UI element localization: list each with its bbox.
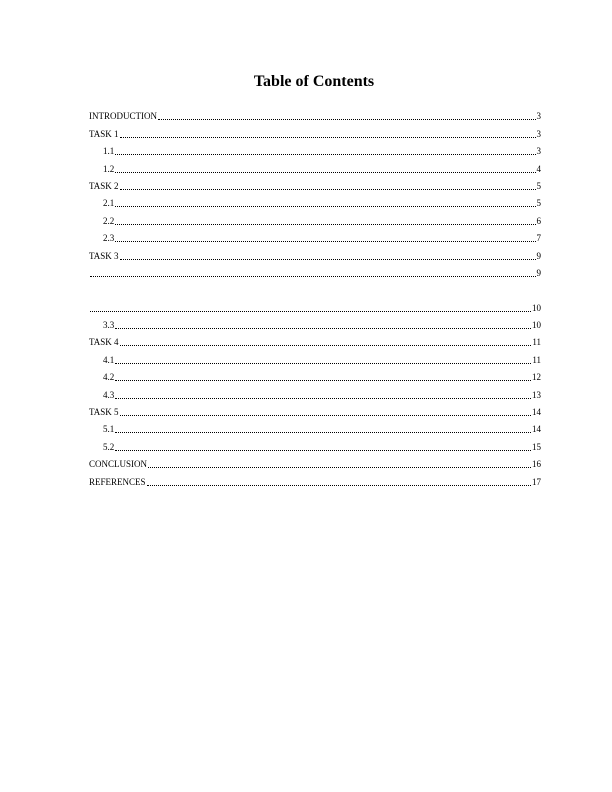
- toc-entry-label: 2.1: [103, 198, 115, 209]
- toc-entry-label: 3.3: [103, 320, 115, 331]
- toc-page-number: 12: [532, 372, 541, 383]
- toc-entry-2-3[interactable]: [89, 227, 541, 244]
- toc-page-number: 5: [536, 180, 541, 191]
- toc-page-number: 11: [532, 354, 541, 365]
- toc-entry-label: 4.1: [103, 354, 115, 365]
- toc-page-number: 14: [532, 424, 541, 435]
- toc-entry-1-1[interactable]: [89, 140, 541, 157]
- table-of-contents: [89, 105, 541, 488]
- toc-page-number: 4: [536, 163, 541, 174]
- toc-dot-leader: [120, 345, 532, 346]
- toc-entry-references[interactable]: [89, 470, 541, 487]
- toc-dot-leader: [90, 276, 536, 277]
- toc-dot-leader: [115, 154, 535, 155]
- toc-dot-leader: [115, 206, 535, 207]
- toc-entry-introduction[interactable]: [89, 105, 541, 122]
- toc-page-number: 14: [532, 407, 541, 418]
- toc-dot-leader: [120, 189, 536, 190]
- toc-page-number: 3: [536, 111, 541, 122]
- toc-entry-5-2[interactable]: [89, 435, 541, 452]
- toc-dot-leader: [120, 259, 536, 260]
- toc-page-number: 5: [536, 198, 541, 209]
- toc-entry-task-1[interactable]: [89, 122, 541, 139]
- toc-page-number: 6: [536, 215, 541, 226]
- toc-entry-2-1[interactable]: [89, 192, 541, 209]
- toc-page-number: 9: [536, 250, 541, 261]
- toc-page-number: 3: [536, 128, 541, 139]
- toc-dot-leader: [115, 398, 531, 399]
- toc-entry-label: 4.3: [103, 389, 115, 400]
- toc-entry-label: REFERENCES: [89, 476, 146, 487]
- toc-entry-label: TASK 2: [89, 180, 119, 191]
- toc-page-number: 9: [536, 267, 541, 278]
- toc-dot-leader: [115, 450, 531, 451]
- toc-entry-4-1[interactable]: [89, 348, 541, 365]
- toc-entry-unlabeled[interactable]: [89, 296, 541, 313]
- toc-page-number: 17: [532, 476, 541, 487]
- toc-entry-task-4[interactable]: [89, 331, 541, 348]
- toc-dot-leader: [147, 485, 531, 486]
- toc-dot-leader: [90, 311, 531, 312]
- toc-entry-label: 2.2: [103, 215, 115, 226]
- toc-page-number: 16: [532, 459, 541, 470]
- toc-dot-leader: [115, 328, 531, 329]
- toc-entry-1-2[interactable]: [89, 157, 541, 174]
- page-title: Table of Contents: [253, 73, 375, 90]
- toc-page-number: 11: [532, 337, 541, 348]
- toc-page-number: 3: [536, 146, 541, 157]
- toc-entry-label: TASK 1: [89, 128, 119, 139]
- toc-entry-label: 2.3: [103, 233, 115, 244]
- toc-entry-conclusion[interactable]: [89, 453, 541, 470]
- toc-entry-4-3[interactable]: [89, 383, 541, 400]
- toc-entry-task-2[interactable]: [89, 175, 541, 192]
- toc-entry-label: CONCLUSION: [89, 459, 148, 470]
- toc-dot-leader: [115, 432, 531, 433]
- toc-entry-task-3[interactable]: [89, 244, 541, 261]
- toc-dot-leader: [120, 415, 531, 416]
- toc-dot-leader: [115, 363, 531, 364]
- toc-dot-leader: [115, 241, 535, 242]
- toc-entry-4-2[interactable]: [89, 366, 541, 383]
- toc-page-number: 10: [532, 302, 541, 313]
- toc-entry-label: 4.2: [103, 372, 115, 383]
- toc-dot-leader: [115, 224, 535, 225]
- toc-dot-leader: [148, 467, 531, 468]
- toc-dot-leader: [115, 380, 531, 381]
- toc-entry-unlabeled[interactable]: [89, 262, 541, 279]
- toc-entry-label: 1.1: [103, 146, 115, 157]
- toc-dot-leader: [115, 172, 535, 173]
- toc-entry-3-3[interactable]: [89, 314, 541, 331]
- toc-entry-label: INTRODUCTION: [89, 111, 157, 122]
- toc-entry-label: TASK 4: [89, 337, 119, 348]
- toc-page-number: 7: [536, 233, 541, 244]
- toc-entry-label: TASK 3: [89, 250, 119, 261]
- toc-dot-leader: [120, 137, 536, 138]
- toc-page-number: 10: [532, 320, 541, 331]
- toc-page-number: 15: [532, 441, 541, 452]
- toc-dot-leader: [158, 119, 536, 120]
- toc-entry-label: 5.1: [103, 424, 115, 435]
- toc-entry-5-1[interactable]: [89, 418, 541, 435]
- toc-page-number: 13: [532, 389, 541, 400]
- toc-entry-label: 1.2: [103, 163, 115, 174]
- toc-entry-2-2[interactable]: [89, 209, 541, 226]
- toc-entry-label: TASK 5: [89, 407, 119, 418]
- toc-entry-label: 5.2: [103, 441, 115, 452]
- toc-entry-task-5[interactable]: [89, 401, 541, 418]
